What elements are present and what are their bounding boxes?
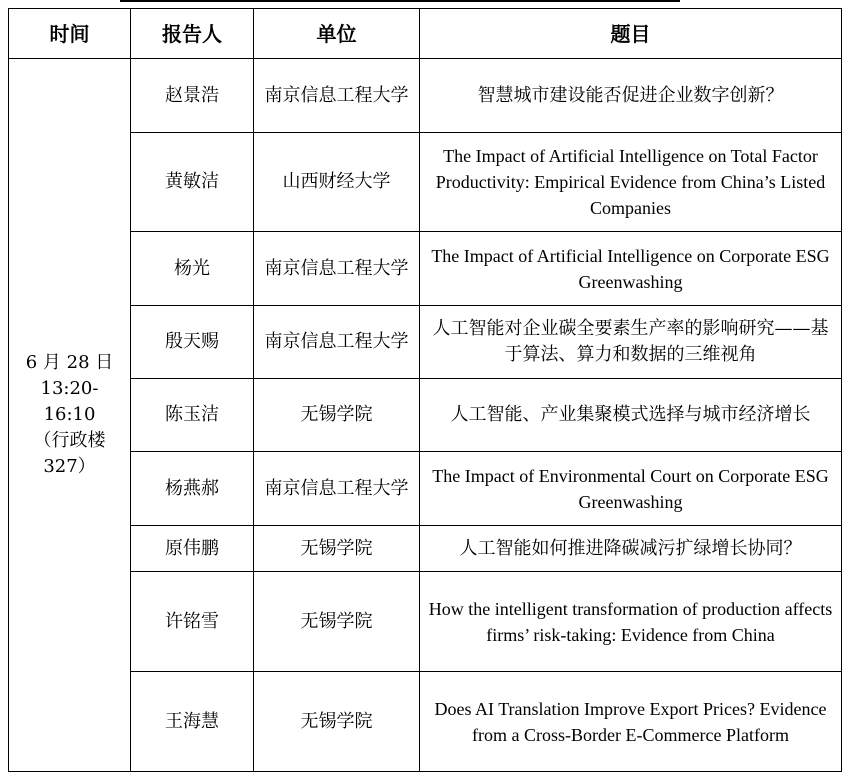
header-row — [9, 9, 842, 59]
reporter-cell: 黄敏洁 — [131, 133, 254, 232]
reporter-cell: 原伟鹏 — [131, 526, 254, 572]
reporter-cell: 杨光 — [131, 232, 254, 306]
reporter-cell: 殷天赐 — [131, 306, 254, 379]
table-row — [9, 526, 842, 572]
table-row — [9, 59, 842, 133]
session-time: 13:20-16:10 — [40, 378, 99, 425]
unit-cell: 南京信息工程大学 — [254, 306, 420, 379]
reporter-cell: 王海慧 — [131, 672, 254, 772]
title-cell: The Impact of Artificial Intelligence on Total Factor Productivity: Empirical Evidence from China’s Listed Companies — [420, 133, 842, 232]
table-row — [9, 452, 842, 526]
session-venue-1: （行政楼 — [33, 430, 106, 451]
title-cell: Does AI Translation Improve Export Prices? Evidence from a Cross-Border E-Commerce Platform — [420, 672, 842, 772]
session-cell — [9, 59, 131, 772]
unit-cell: 无锡学院 — [254, 526, 420, 572]
title-cell: How the intelligent transformation of production affects firms’ risk-taking: Evidence from China — [420, 572, 842, 672]
reporter-cell: 许铭雪 — [131, 572, 254, 672]
header-unit: 单位 — [254, 9, 420, 59]
header-title: 题目 — [420, 9, 842, 59]
table-row — [9, 133, 842, 232]
title-cell: The Impact of Artificial Intelligence on Corporate ESG Greenwashing — [420, 232, 842, 306]
unit-cell: 南京信息工程大学 — [254, 59, 420, 133]
table-row — [9, 572, 842, 672]
top-rule — [0, 0, 849, 4]
table-row — [9, 306, 842, 379]
unit-cell: 无锡学院 — [254, 379, 420, 452]
unit-cell: 山西财经大学 — [254, 133, 420, 232]
table-row — [9, 672, 842, 772]
reporter-cell: 赵景浩 — [131, 59, 254, 133]
session-date: 6 月 28 日 — [25, 352, 114, 373]
unit-cell: 南京信息工程大学 — [254, 452, 420, 526]
table-row — [9, 379, 842, 452]
unit-cell: 南京信息工程大学 — [254, 232, 420, 306]
table-row — [9, 232, 842, 306]
title-cell: 人工智能如何推进降碳减污扩绿增长协同？ — [420, 526, 842, 572]
session-venue-2: 327） — [43, 456, 96, 477]
title-cell: 智慧城市建设能否促进企业数字创新？ — [420, 59, 842, 133]
unit-cell: 无锡学院 — [254, 572, 420, 672]
title-cell: 人工智能、产业集聚模式选择与城市经济增长 — [420, 379, 842, 452]
title-cell: 人工智能对企业碳全要素生产率的影响研究——基于算法、算力和数据的三维视角 — [420, 306, 842, 379]
unit-cell: 无锡学院 — [254, 672, 420, 772]
schedule-table — [8, 8, 842, 772]
reporter-cell: 陈玉洁 — [131, 379, 254, 452]
header-time: 时间 — [9, 9, 131, 59]
title-cell: The Impact of Environmental Court on Corporate ESG Greenwashing — [420, 452, 842, 526]
header-reporter: 报告人 — [131, 9, 254, 59]
reporter-cell: 杨燕郝 — [131, 452, 254, 526]
